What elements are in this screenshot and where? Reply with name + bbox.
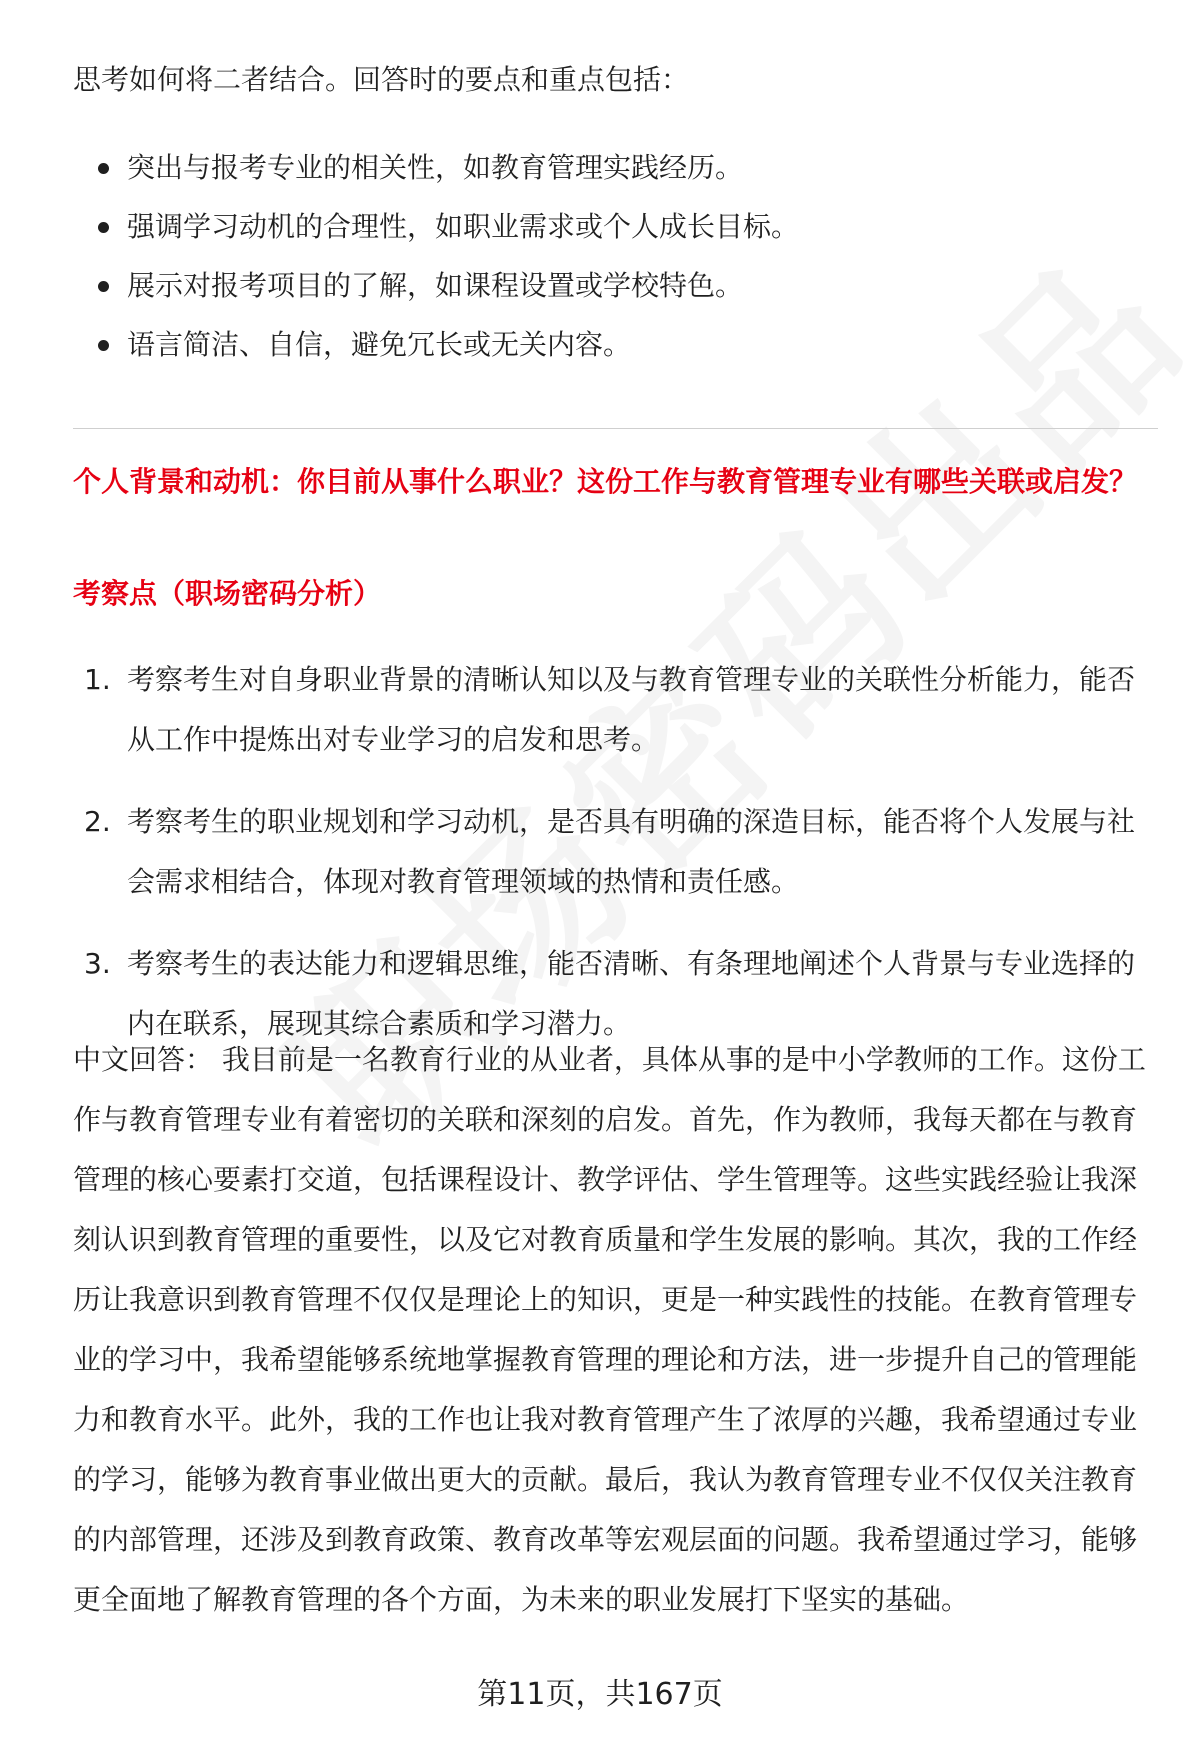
list-item-text: 展示对报考项目的了解，如课程设置或学校特色。: [127, 269, 744, 302]
list-item-text: 语言简洁、自信，避免冗长或无关内容。: [127, 328, 632, 361]
list-item: [73, 205, 799, 264]
assessment-heading: 考察点（职场密码分析）: [73, 577, 382, 610]
list-item-text: 突出与报考专业的相关性，如教育管理实践经历。: [127, 151, 744, 184]
list-item: [73, 264, 799, 323]
list-item-text: 考察考生的职业规划和学习动机，是否具有明确的深造目标，能否将个人发展与社会需求相结合，体现对教育管理领域的热情和责任感。: [127, 805, 1136, 898]
section-divider: [73, 428, 1158, 429]
document-page: [73, 0, 1158, 1755]
page-number: 第11页，共167页: [477, 1677, 723, 1712]
list-item: [73, 146, 799, 205]
list-item-text: 考察考生对自身职业背景的清晰认知以及与教育管理专业的关联性分析能力，能否从工作中提炼出对专业学习的启发和思考。: [127, 663, 1136, 756]
list-item: [73, 323, 799, 382]
bullet-icon: [98, 163, 109, 174]
list-item-number: 2.: [84, 805, 111, 838]
list-item-number: 3.: [84, 947, 111, 980]
bullet-icon: [98, 222, 109, 233]
assessment-list: [73, 650, 1158, 1076]
question-heading: 个人背景和动机：你目前从事什么职业？这份工作与教育管理专业有哪些关联或启发？: [73, 465, 1138, 498]
list-item-number: 1.: [84, 663, 111, 696]
list-item-text: 考察考生的表达能力和逻辑思维，能否清晰、有条理地阐述个人背景与专业选择的内在联系，展现其综合素质和学习潜力。: [127, 947, 1136, 1040]
answer-paragraph: 中文回答： 我目前是一名教育行业的从业者，具体从事的是中小学教师的工作。这份工作与教育管理专业有着密切的关联和深刻的启发。首先，作为教师，我每天都在与教育管理的核心要素打交道，包括课程设计、教学评估、学生管理等。这些实践经验让我深刻认识到教育管理的重要性，以及它对教育质量和学生发展的影响。其次，我的工作经历让我意识到教育管理不仅仅是理论上的知识，更是一种实践性的技能。在教育管理专业的学习中，我希望能够系统地掌握教育管理的理论和方法，进一步提升自己的管理能力和教育水平。此外，我的工作也让我对教育管理产生了浓厚的兴趣，我希望通过专业的学习，能够为教育事业做出更大的贡献。最后，我认为教育管理专业不仅仅关注教育的内部管理，还涉及到教育政策、教育改革等宏观层面的问题。我希望通过学习，能够更全面地了解教育管理的各个方面，为未来的职业发展打下坚实的基础。: [73, 1043, 1146, 1616]
list-item: [73, 792, 1158, 912]
bullet-icon: [98, 281, 109, 292]
list-item-text: 强调学习动机的合理性，如职业需求或个人成长目标。: [127, 210, 800, 243]
key-points-list: [73, 146, 799, 382]
bullet-icon: [98, 340, 109, 351]
list-item: [73, 650, 1158, 770]
lead-text: 思考如何将二者结合。回答时的要点和重点包括：: [73, 63, 690, 96]
